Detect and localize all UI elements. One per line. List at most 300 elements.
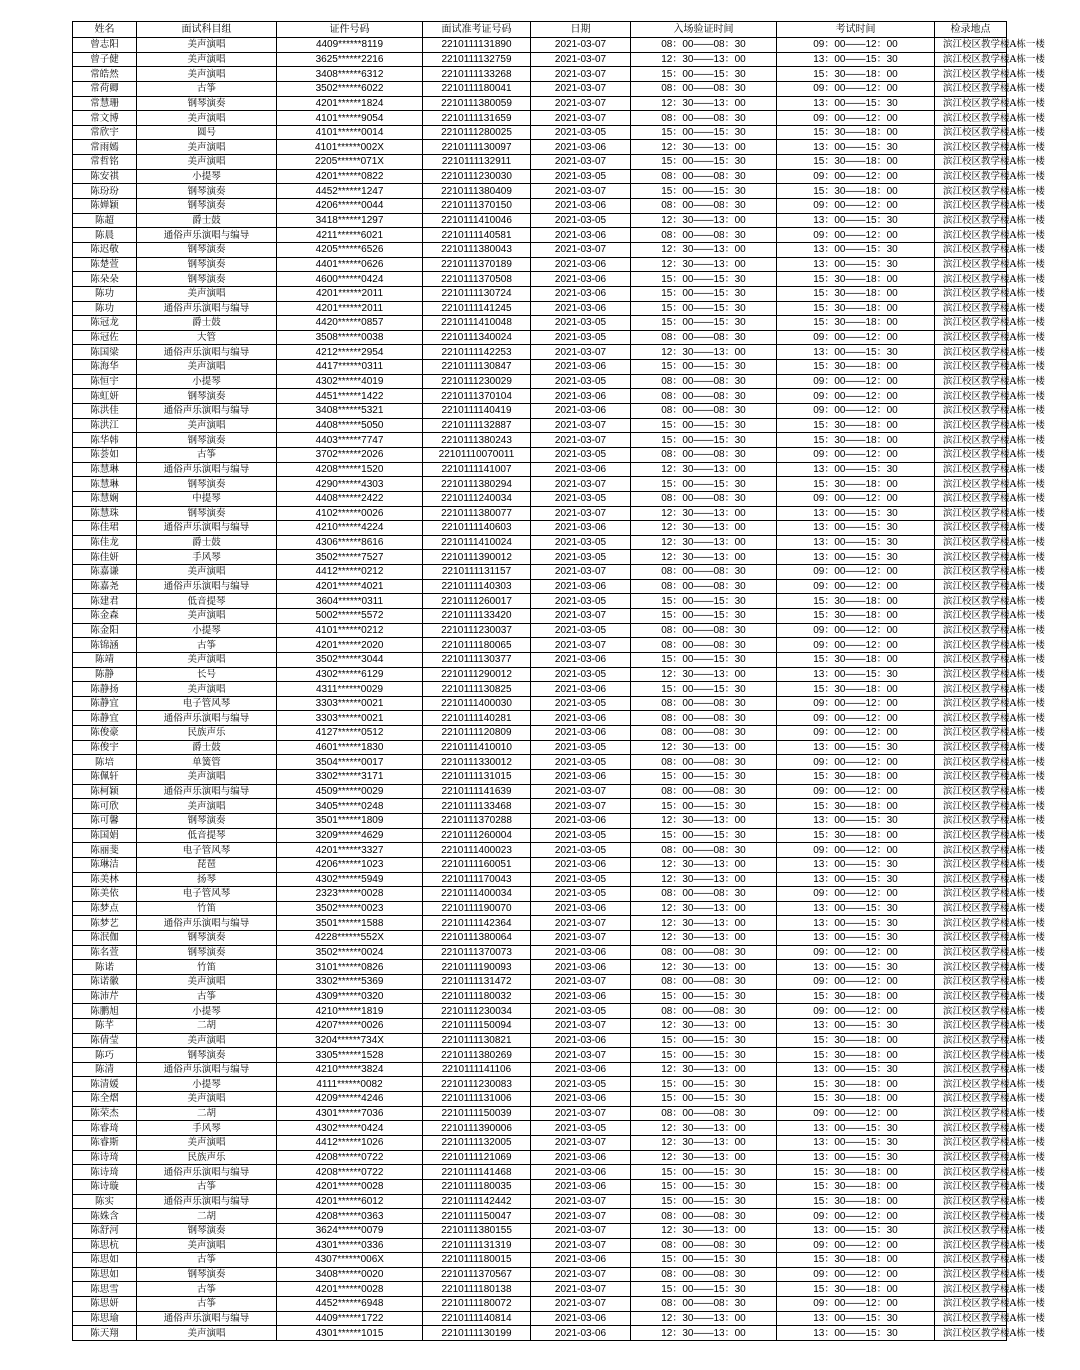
- cell-subject: 古筝: [137, 989, 277, 1004]
- cell-admission-number: 2210111140281: [423, 711, 531, 726]
- cell-name: 陈诺: [73, 960, 137, 975]
- cell-subject: 二胡: [137, 1106, 277, 1121]
- cell-subject: 美声演唱: [137, 38, 277, 53]
- cell-date: 2021-03-06: [531, 960, 631, 975]
- cell-id-number: 3502******6022: [277, 81, 423, 96]
- cell-name: 陈静宜: [73, 696, 137, 711]
- table-row: [73, 257, 1007, 272]
- cell-subject: 小提琴: [137, 1004, 277, 1019]
- cell-checkin-time: 15：00——15：30: [631, 272, 777, 287]
- cell-id-number: 4306******8616: [277, 535, 423, 550]
- cell-location: 滨江校区教学楼A栋一楼: [935, 638, 1007, 653]
- cell-date: 2021-03-06: [531, 989, 631, 1004]
- table-row: [73, 155, 1007, 170]
- cell-checkin-time: 15：00——15：30: [631, 477, 777, 492]
- cell-name: 陈思杭: [73, 1238, 137, 1253]
- table-row: [73, 901, 1007, 916]
- cell-name: 陈金阳: [73, 623, 137, 638]
- cell-name: 陈佩轩: [73, 770, 137, 785]
- cell-checkin-time: 15：00——15：30: [631, 989, 777, 1004]
- cell-subject: 美声演唱: [137, 67, 277, 82]
- cell-checkin-time: 08：00——08：30: [631, 696, 777, 711]
- cell-date: 2021-03-06: [531, 404, 631, 419]
- table-row: [73, 81, 1007, 96]
- cell-subject: 通俗声乐演唱与编导: [137, 301, 277, 316]
- table-row: [73, 52, 1007, 67]
- cell-subject: 钢琴演奏: [137, 199, 277, 214]
- table-row: [73, 213, 1007, 228]
- cell-id-number: 4201******2011: [277, 301, 423, 316]
- cell-name: 陈思如: [73, 1253, 137, 1268]
- cell-checkin-time: 15：00——15：30: [631, 828, 777, 843]
- cell-location: 滨江校区教学楼A栋一楼: [935, 1048, 1007, 1063]
- cell-subject: 爵士鼓: [137, 213, 277, 228]
- cell-admission-number: 2210111140814: [423, 1311, 531, 1326]
- cell-admission-number: 2210111130377: [423, 652, 531, 667]
- cell-exam-time: 13：00——15：30: [777, 1223, 935, 1238]
- cell-id-number: 4201******2011: [277, 286, 423, 301]
- cell-location: 滨江校区教学楼A栋一楼: [935, 784, 1007, 799]
- cell-exam-time: 09：00——12：00: [777, 330, 935, 345]
- cell-subject: 钢琴演奏: [137, 931, 277, 946]
- table-row: [73, 242, 1007, 257]
- cell-exam-time: 13：00——15：30: [777, 916, 935, 931]
- cell-date: 2021-03-07: [531, 1238, 631, 1253]
- cell-exam-time: 09：00——12：00: [777, 374, 935, 389]
- cell-admission-number: 2210111370150: [423, 199, 531, 214]
- cell-date: 2021-03-06: [531, 257, 631, 272]
- cell-checkin-time: 15：00——15：30: [631, 1092, 777, 1107]
- cell-id-number: 3209******4629: [277, 828, 423, 843]
- cell-admission-number: 2210111131659: [423, 111, 531, 126]
- cell-location: 滨江校区教学楼A栋一楼: [935, 1121, 1007, 1136]
- cell-checkin-time: 08：00——08：30: [631, 447, 777, 462]
- cell-name: 陈琳洁: [73, 857, 137, 872]
- table-row: [73, 535, 1007, 550]
- cell-admission-number: 2210111133468: [423, 799, 531, 814]
- cell-id-number: 4302******4019: [277, 374, 423, 389]
- cell-admission-number: 2210111410010: [423, 740, 531, 755]
- cell-exam-time: 13：00——15：30: [777, 140, 935, 155]
- table-row: [73, 360, 1007, 375]
- cell-checkin-time: 08：00——08：30: [631, 638, 777, 653]
- cell-id-number: 3502******7527: [277, 550, 423, 565]
- cell-date: 2021-03-06: [531, 901, 631, 916]
- cell-location: 滨江校区教学楼A栋一楼: [935, 286, 1007, 301]
- cell-checkin-time: 08：00——08：30: [631, 1004, 777, 1019]
- cell-id-number: 4206******0044: [277, 199, 423, 214]
- table-row: [73, 608, 1007, 623]
- cell-name: 常雨嫣: [73, 140, 137, 155]
- table-row: [73, 726, 1007, 741]
- cell-admission-number: 2210111133268: [423, 67, 531, 82]
- cell-id-number: 4208******1520: [277, 462, 423, 477]
- table-row: [73, 594, 1007, 609]
- cell-exam-time: 15：30——18：00: [777, 989, 935, 1004]
- cell-admission-number: 2210111380294: [423, 477, 531, 492]
- cell-id-number: 4409******8119: [277, 38, 423, 53]
- cell-name: 曾志阳: [73, 38, 137, 53]
- cell-exam-time: 13：00——15：30: [777, 550, 935, 565]
- cell-name: 陈洪佳: [73, 404, 137, 419]
- cell-subject: 扬琴: [137, 872, 277, 887]
- table-row: [73, 652, 1007, 667]
- cell-name: 陈思瑜: [73, 1311, 137, 1326]
- cell-exam-time: 09：00——12：00: [777, 228, 935, 243]
- cell-date: 2021-03-06: [531, 1165, 631, 1180]
- cell-name: 陈倩莹: [73, 1033, 137, 1048]
- cell-location: 滨江校区教学楼A栋一楼: [935, 931, 1007, 946]
- table-row: [73, 1004, 1007, 1019]
- cell-location: 滨江校区教学楼A栋一楼: [935, 565, 1007, 580]
- cell-id-number: 4208******0722: [277, 1150, 423, 1165]
- cell-location: 滨江校区教学楼A栋一楼: [935, 374, 1007, 389]
- cell-location: 滨江校区教学楼A栋一楼: [935, 755, 1007, 770]
- cell-checkin-time: 08：00——08：30: [631, 711, 777, 726]
- header-id-number: 证件号码: [277, 22, 423, 38]
- cell-exam-time: 13：00——15：30: [777, 857, 935, 872]
- cell-admission-number: 2210111380064: [423, 931, 531, 946]
- table-row: [73, 1282, 1007, 1297]
- cell-name: 陈功: [73, 286, 137, 301]
- cell-checkin-time: 08：00——08：30: [631, 330, 777, 345]
- cell-id-number: 4201******1824: [277, 96, 423, 111]
- cell-location: 滨江校区教学楼A栋一楼: [935, 945, 1007, 960]
- cell-admission-number: 2210111380409: [423, 184, 531, 199]
- cell-date: 2021-03-06: [531, 726, 631, 741]
- cell-subject: 美声演唱: [137, 360, 277, 375]
- cell-name: 陈佳妍: [73, 550, 137, 565]
- cell-exam-time: 13：00——15：30: [777, 52, 935, 67]
- cell-name: 陈荣杰: [73, 1106, 137, 1121]
- table-row: [73, 638, 1007, 653]
- table-row: [73, 989, 1007, 1004]
- cell-id-number: 3508******0038: [277, 330, 423, 345]
- cell-id-number: 4408******2422: [277, 491, 423, 506]
- cell-location: 滨江校区教学楼A栋一楼: [935, 608, 1007, 623]
- cell-date: 2021-03-06: [531, 579, 631, 594]
- cell-exam-time: 15：30——18：00: [777, 1282, 935, 1297]
- cell-id-number: 4201******0822: [277, 169, 423, 184]
- cell-checkin-time: 12：30——13：00: [631, 916, 777, 931]
- cell-name: 常文博: [73, 111, 137, 126]
- table-row: [73, 433, 1007, 448]
- cell-date: 2021-03-05: [531, 447, 631, 462]
- cell-date: 2021-03-05: [531, 667, 631, 682]
- cell-location: 滨江校区教学楼A栋一楼: [935, 257, 1007, 272]
- cell-admission-number: 2210111290012: [423, 667, 531, 682]
- cell-admission-number: 2210111141106: [423, 1062, 531, 1077]
- cell-exam-time: 15：30——18：00: [777, 1033, 935, 1048]
- cell-name: 陈实: [73, 1194, 137, 1209]
- cell-exam-time: 15：30——18：00: [777, 608, 935, 623]
- cell-id-number: 4309******0320: [277, 989, 423, 1004]
- cell-subject: 钢琴演奏: [137, 1267, 277, 1282]
- cell-date: 2021-03-05: [531, 828, 631, 843]
- cell-checkin-time: 12：30——13：00: [631, 667, 777, 682]
- cell-exam-time: 13：00——15：30: [777, 740, 935, 755]
- cell-exam-time: 09：00——12：00: [777, 784, 935, 799]
- cell-date: 2021-03-07: [531, 1018, 631, 1033]
- cell-checkin-time: 15：00——15：30: [631, 316, 777, 331]
- table-row: [73, 491, 1007, 506]
- cell-name: 陈睿琦: [73, 1121, 137, 1136]
- cell-exam-time: 09：00——12：00: [777, 111, 935, 126]
- cell-date: 2021-03-07: [531, 184, 631, 199]
- cell-date: 2021-03-06: [531, 1179, 631, 1194]
- cell-checkin-time: 12：30——13：00: [631, 257, 777, 272]
- cell-subject: 美声演唱: [137, 1136, 277, 1151]
- cell-id-number: 4212******2954: [277, 345, 423, 360]
- cell-location: 滨江校区教学楼A栋一楼: [935, 843, 1007, 858]
- cell-checkin-time: 15：00——15：30: [631, 418, 777, 433]
- cell-id-number: 4201******0028: [277, 1282, 423, 1297]
- cell-subject: 电子管风琴: [137, 887, 277, 902]
- table-row: [73, 345, 1007, 360]
- cell-id-number: 3408******5321: [277, 404, 423, 419]
- cell-checkin-time: 08：00——08：30: [631, 38, 777, 53]
- cell-admission-number: 2210111130847: [423, 360, 531, 375]
- cell-exam-time: 13：00——15：30: [777, 1150, 935, 1165]
- table-row: [73, 740, 1007, 755]
- cell-checkin-time: 08：00——08：30: [631, 579, 777, 594]
- cell-id-number: 3204******734X: [277, 1033, 423, 1048]
- cell-name: 陈楚萱: [73, 257, 137, 272]
- cell-location: 滨江校区教学楼A栋一楼: [935, 1223, 1007, 1238]
- table-row: [73, 667, 1007, 682]
- cell-checkin-time: 08：00——08：30: [631, 945, 777, 960]
- table-row: [73, 301, 1007, 316]
- cell-exam-time: 09：00——12：00: [777, 1238, 935, 1253]
- cell-exam-time: 09：00——12：00: [777, 726, 935, 741]
- header-row: [73, 22, 1007, 38]
- cell-checkin-time: 08：00——08：30: [631, 389, 777, 404]
- cell-name: 陈锦涵: [73, 638, 137, 653]
- cell-date: 2021-03-07: [531, 345, 631, 360]
- cell-id-number: 3502******0023: [277, 901, 423, 916]
- cell-exam-time: 13：00——15：30: [777, 345, 935, 360]
- cell-location: 滨江校区教学楼A栋一楼: [935, 242, 1007, 257]
- table-row: [73, 1136, 1007, 1151]
- cell-date: 2021-03-06: [531, 1150, 631, 1165]
- cell-exam-time: 13：00——15：30: [777, 931, 935, 946]
- cell-subject: 古筝: [137, 1179, 277, 1194]
- cell-admission-number: 2210111142364: [423, 916, 531, 931]
- cell-name: 陈俊宇: [73, 740, 137, 755]
- cell-exam-time: 09：00——12：00: [777, 711, 935, 726]
- cell-id-number: 4205******6526: [277, 242, 423, 257]
- cell-exam-time: 13：00——15：30: [777, 1062, 935, 1077]
- cell-subject: 美声演唱: [137, 1326, 277, 1341]
- cell-subject: 美声演唱: [137, 975, 277, 990]
- cell-exam-time: 13：00——15：30: [777, 667, 935, 682]
- table-row: [73, 1223, 1007, 1238]
- header-checkin-time: 入场验证时间: [631, 22, 777, 38]
- cell-admission-number: 2210111230029: [423, 374, 531, 389]
- cell-checkin-time: 15：00——15：30: [631, 155, 777, 170]
- cell-id-number: 4408******5050: [277, 418, 423, 433]
- cell-subject: 通俗声乐演唱与编导: [137, 579, 277, 594]
- cell-name: 陈迟敬: [73, 242, 137, 257]
- cell-exam-time: 09：00——12：00: [777, 491, 935, 506]
- cell-exam-time: 13：00——15：30: [777, 1121, 935, 1136]
- cell-exam-time: 09：00——12：00: [777, 447, 935, 462]
- cell-id-number: 4452******1247: [277, 184, 423, 199]
- cell-subject: 钢琴演奏: [137, 1048, 277, 1063]
- cell-subject: 美声演唱: [137, 565, 277, 580]
- cell-admission-number: 2210111380059: [423, 96, 531, 111]
- cell-exam-time: 09：00——12：00: [777, 696, 935, 711]
- cell-id-number: 4210******3824: [277, 1062, 423, 1077]
- cell-subject: 钢琴演奏: [137, 389, 277, 404]
- table-row: [73, 945, 1007, 960]
- cell-subject: 二胡: [137, 1209, 277, 1224]
- cell-id-number: 4207******0026: [277, 1018, 423, 1033]
- cell-exam-time: 15：30——18：00: [777, 360, 935, 375]
- cell-location: 滨江校区教学楼A栋一楼: [935, 1282, 1007, 1297]
- table-row: [73, 374, 1007, 389]
- cell-id-number: 3604******0311: [277, 594, 423, 609]
- cell-location: 滨江校区教学楼A栋一楼: [935, 360, 1007, 375]
- cell-checkin-time: 15：00——15：30: [631, 594, 777, 609]
- cell-admission-number: 2210111131319: [423, 1238, 531, 1253]
- cell-location: 滨江校区教学楼A栋一楼: [935, 169, 1007, 184]
- cell-subject: 民族声乐: [137, 726, 277, 741]
- cell-name: 陈芊: [73, 1018, 137, 1033]
- cell-location: 滨江校区教学楼A栋一楼: [935, 1165, 1007, 1180]
- cell-exam-time: 13：00——15：30: [777, 213, 935, 228]
- table-row: [73, 96, 1007, 111]
- cell-admission-number: 2210111340024: [423, 330, 531, 345]
- table-row: [73, 1297, 1007, 1312]
- cell-admission-number: 2210111140303: [423, 579, 531, 594]
- cell-name: 陈美林: [73, 872, 137, 887]
- cell-checkin-time: 12：30——13：00: [631, 931, 777, 946]
- cell-name: 陈思妍: [73, 1297, 137, 1312]
- cell-date: 2021-03-06: [531, 286, 631, 301]
- table-row: [73, 1179, 1007, 1194]
- header-date: 日期: [531, 22, 631, 38]
- cell-subject: 美声演唱: [137, 1092, 277, 1107]
- cell-admission-number: 2210111260017: [423, 594, 531, 609]
- cell-date: 2021-03-07: [531, 1136, 631, 1151]
- cell-date: 2021-03-07: [531, 1106, 631, 1121]
- cell-date: 2021-03-05: [531, 623, 631, 638]
- table-row: [73, 447, 1007, 462]
- cell-location: 滨江校区教学楼A栋一楼: [935, 506, 1007, 521]
- cell-location: 滨江校区教学楼A栋一楼: [935, 989, 1007, 1004]
- cell-location: 滨江校区教学楼A栋一楼: [935, 330, 1007, 345]
- cell-subject: 钢琴演奏: [137, 242, 277, 257]
- cell-id-number: 4209******4246: [277, 1092, 423, 1107]
- cell-location: 滨江校区教学楼A栋一楼: [935, 272, 1007, 287]
- cell-id-number: 4101******0014: [277, 125, 423, 140]
- table-row: [73, 111, 1007, 126]
- cell-id-number: 4290******4303: [277, 477, 423, 492]
- cell-id-number: 4210******1819: [277, 1004, 423, 1019]
- cell-name: 陈嘉谦: [73, 565, 137, 580]
- cell-id-number: 3504******0017: [277, 755, 423, 770]
- cell-location: 滨江校区教学楼A栋一楼: [935, 140, 1007, 155]
- cell-checkin-time: 08：00——08：30: [631, 784, 777, 799]
- cell-admission-number: 2210111160051: [423, 857, 531, 872]
- cell-name: 常皓然: [73, 67, 137, 82]
- table-row: [73, 228, 1007, 243]
- cell-id-number: 4412******0212: [277, 565, 423, 580]
- cell-exam-time: 15：30——18：00: [777, 125, 935, 140]
- cell-admission-number: 2210111132759: [423, 52, 531, 67]
- table-row: [73, 1092, 1007, 1107]
- cell-checkin-time: 08：00——08：30: [631, 1238, 777, 1253]
- cell-name: 陈静宜: [73, 711, 137, 726]
- cell-checkin-time: 15：00——15：30: [631, 301, 777, 316]
- cell-checkin-time: 15：00——15：30: [631, 184, 777, 199]
- cell-subject: 钢琴演奏: [137, 272, 277, 287]
- cell-date: 2021-03-07: [531, 784, 631, 799]
- table-row: [73, 1253, 1007, 1268]
- cell-subject: 美声演唱: [137, 608, 277, 623]
- cell-id-number: 3502******3044: [277, 652, 423, 667]
- cell-admission-number: 2210111260004: [423, 828, 531, 843]
- cell-admission-number: 2210111131890: [423, 38, 531, 53]
- cell-location: 滨江校区教学楼A栋一楼: [935, 1033, 1007, 1048]
- table-row: [73, 711, 1007, 726]
- cell-subject: 美声演唱: [137, 418, 277, 433]
- cell-subject: 钢琴演奏: [137, 96, 277, 111]
- cell-date: 2021-03-07: [531, 1223, 631, 1238]
- cell-name: 陈冠龙: [73, 316, 137, 331]
- cell-exam-time: 09：00——12：00: [777, 623, 935, 638]
- cell-date: 2021-03-05: [531, 696, 631, 711]
- cell-subject: 小提琴: [137, 374, 277, 389]
- cell-date: 2021-03-07: [531, 565, 631, 580]
- cell-admission-number: 2210111130199: [423, 1326, 531, 1341]
- cell-exam-time: 09：00——12：00: [777, 975, 935, 990]
- cell-location: 滨江校区教学楼A栋一楼: [935, 199, 1007, 214]
- cell-subject: 美声演唱: [137, 1238, 277, 1253]
- cell-admission-number: 2210111370073: [423, 945, 531, 960]
- cell-date: 2021-03-07: [531, 1048, 631, 1063]
- table-row: [73, 843, 1007, 858]
- cell-id-number: 4417******0311: [277, 360, 423, 375]
- cell-exam-time: 13：00——15：30: [777, 506, 935, 521]
- cell-admission-number: 2210111230083: [423, 1077, 531, 1092]
- cell-name: 陈佳珺: [73, 521, 137, 536]
- cell-checkin-time: 15：00——15：30: [631, 1179, 777, 1194]
- cell-exam-time: 15：30——18：00: [777, 67, 935, 82]
- table-row: [73, 1077, 1007, 1092]
- cell-checkin-time: 08：00——08：30: [631, 404, 777, 419]
- cell-subject: 通俗声乐演唱与编导: [137, 521, 277, 536]
- cell-exam-time: 09：00——12：00: [777, 565, 935, 580]
- cell-subject: 中提琴: [137, 491, 277, 506]
- cell-exam-time: 15：30——18：00: [777, 184, 935, 199]
- cell-exam-time: 13：00——15：30: [777, 960, 935, 975]
- cell-subject: 钢琴演奏: [137, 1223, 277, 1238]
- cell-date: 2021-03-07: [531, 67, 631, 82]
- cell-name: 陈鹏旭: [73, 1004, 137, 1019]
- cell-name: 常哲铭: [73, 155, 137, 170]
- cell-id-number: 3702******2026: [277, 447, 423, 462]
- cell-date: 2021-03-06: [531, 682, 631, 697]
- cell-checkin-time: 12：30——13：00: [631, 140, 777, 155]
- cell-id-number: 4420******0857: [277, 316, 423, 331]
- cell-location: 滨江校区教学楼A栋一楼: [935, 726, 1007, 741]
- cell-id-number: 4201******6012: [277, 1194, 423, 1209]
- cell-admission-number: 2210111140603: [423, 521, 531, 536]
- cell-location: 滨江校区教学楼A栋一楼: [935, 477, 1007, 492]
- cell-location: 滨江校区教学楼A栋一楼: [935, 1238, 1007, 1253]
